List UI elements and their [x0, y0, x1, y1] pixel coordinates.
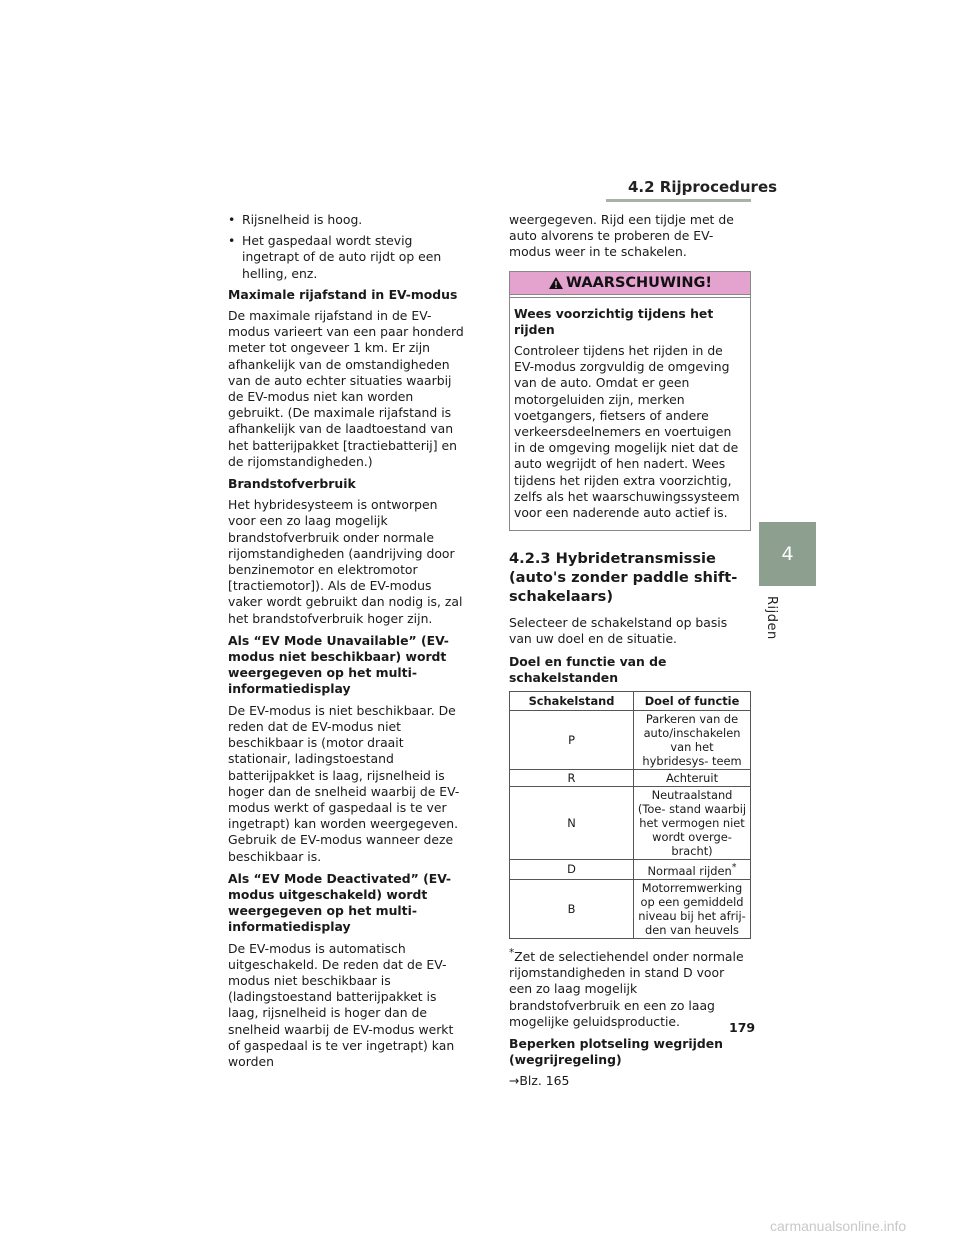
watermark: carmanualsonline.info: [770, 1218, 907, 1234]
page-reference[interactable]: →Blz. 165: [509, 1073, 570, 1089]
right-column: [509, 212, 751, 1096]
chapter-tab: 4: [759, 522, 816, 586]
shift-position: P: [510, 711, 634, 770]
shift-function: Motorremwerking op een gemiddeld niveau bij het afrij- den van heuvels: [634, 879, 751, 938]
shift-position: N: [510, 787, 634, 860]
shift-function: Parkeren van de auto/inschakelen van het hybridesys- teem: [634, 711, 751, 770]
shift-table: [509, 691, 751, 939]
header-rule: [606, 199, 751, 202]
paragraph-intro: Selecteer de schakelstand op basis van uw doel en de situatie.: [509, 615, 728, 647]
table-row: [510, 787, 751, 860]
heading-deactivated: Als “EV Mode Deactivated” (EV-modus uitgeschakeld) wordt weergegeven op het multi-informatiedisplay: [228, 870, 452, 935]
footnote-marker: *: [731, 862, 737, 874]
footnote: [509, 945, 751, 1030]
paragraph-range: De maximale rijafstand in de EV-modus varieert van een paar honderd meter tot ongeveer 1 km. Er zijn afhankelijk van de omstandigheden van de auto echter situaties waarbij de EV-modus niet kan worden gebruikt. (De maximale rijafstand is afhankelijk van de laadtoestand van het batterijpakket [tractiebatterij] en de rijomstandigheden.): [228, 308, 464, 469]
warning-title: Wees voorzichtig tijdens het rijden: [514, 305, 714, 337]
warning-header: [510, 272, 750, 295]
chapter-label: Rijden: [764, 596, 779, 640]
paragraph-continued: weergegeven. Rijd een tijdje met de auto alvorens te proberen de EV-modus weer in te schakelen.: [509, 212, 734, 260]
column-header: Doel of functie: [634, 692, 751, 711]
footnote-text: Zet de selectiehendel onder normale rijomstandigheden in stand D voor een zo laag mogelijk brandstofverbruik en een zo laag mogelijke geluidsproductie.: [509, 948, 744, 1029]
shift-function-text: Normaal rijden: [647, 863, 732, 878]
shift-function: Neutraalstand (Toe- stand waarbij het vermogen niet wordt overge- bracht): [634, 787, 751, 860]
bullet-text: Het gaspedaal wordt stevig ingetrapt of de auto rijdt op een helling, enz.: [242, 233, 442, 281]
warning-triangle-icon: [548, 276, 564, 290]
footnote-marker: *: [509, 946, 515, 959]
table-row: [510, 860, 751, 880]
paragraph-deactivated: De EV-modus is automatisch uitgeschakeld. De reden dat de EV-modus niet beschikbaar is (ladingstoestand batterijpakket is laag, rijsnelheid is hoger dan de snelheid waarbij de EV-modus werkt of gaspedaal is te ver ingetrapt) kan worden: [228, 940, 455, 1069]
paragraph-unavailable: De EV-modus is niet beschikbaar. De reden dat de EV-modus niet beschikbaar is (motor draait stationair, ladingstoestand batterijpakket is laag, rijsnelheid is hoger dan de snelheid waarbij de EV-modus werkt of gaspedaal is te ver ingetrapt) kan worden weergegeven. Gebruik de EV-modus wanneer deze beschikbaar is.: [228, 702, 460, 864]
heading-fuel: Brandstofverbruik: [228, 476, 356, 492]
warning-label: WAARSCHUWING!: [566, 274, 712, 291]
heading-unavailable: Als “EV Mode Unavailable” (EV-modus niet beschikbaar) wordt weergegeven op het multi-informatiedisplay: [228, 632, 449, 697]
heading-range: Maximale rijafstand in EV-modus: [228, 286, 458, 302]
heading-launch-control: Beperken plotseling wegrijden (wegrijregeling): [509, 1036, 723, 1068]
section-title: 4.2.3 Hybridetransmissie (auto's zonder paddle shift-schakelaars): [509, 550, 738, 606]
column-header: Schakelstand: [510, 692, 634, 711]
list-item: • Rijsnelheid is hoog.: [228, 212, 363, 227]
paragraph-fuel: Het hybridesysteem is ontworpen voor een zo laag mogelijk brandstofverbruik onder normale rijomstandigheden (aandrijving door benzinemotor en elektromotor [tractiemotor]). Als de EV-modus vaker wordt gebruikt dan nodig is, zal het brandstofverbruik hoger zijn.: [228, 497, 463, 626]
shift-function: Achteruit: [634, 770, 751, 787]
section-header: 4.2 Rijprocedures: [628, 178, 778, 196]
shift-position: B: [510, 879, 634, 938]
shift-position: R: [510, 770, 634, 787]
warning-text: Controleer tijdens het rijden in de EV-modus zorgvuldig de omgeving van de auto. Omdat er geen motorgeluiden zijn, merken voetgangers, fietsers of andere verkeersdeelnemers en voertuigen in de omgeving mogelijk niet dat de auto wegrijdt of hen nadert. Wees tijdens het rijden extra voorzichtig, zelfs als het waarschuwingssysteem voor een naderende auto actief is.: [514, 343, 740, 521]
shift-function: [634, 860, 751, 880]
left-column: [228, 212, 466, 1076]
table-row: [510, 711, 751, 770]
heading-table: Doel en functie van de schakelstanden: [509, 653, 667, 685]
shift-position: D: [510, 860, 634, 880]
table-row: [510, 879, 751, 938]
list-item: • Het gaspedaal wordt stevig ingetrapt of de auto rijdt op een helling, enz.: [228, 233, 466, 282]
table-header-row: [510, 692, 751, 711]
table-row: [510, 770, 751, 787]
warning-body: [510, 297, 750, 531]
page-number: 179: [729, 1020, 756, 1035]
bullet-text: Rijsnelheid is hoog.: [242, 212, 363, 227]
warning-box: [509, 271, 751, 532]
